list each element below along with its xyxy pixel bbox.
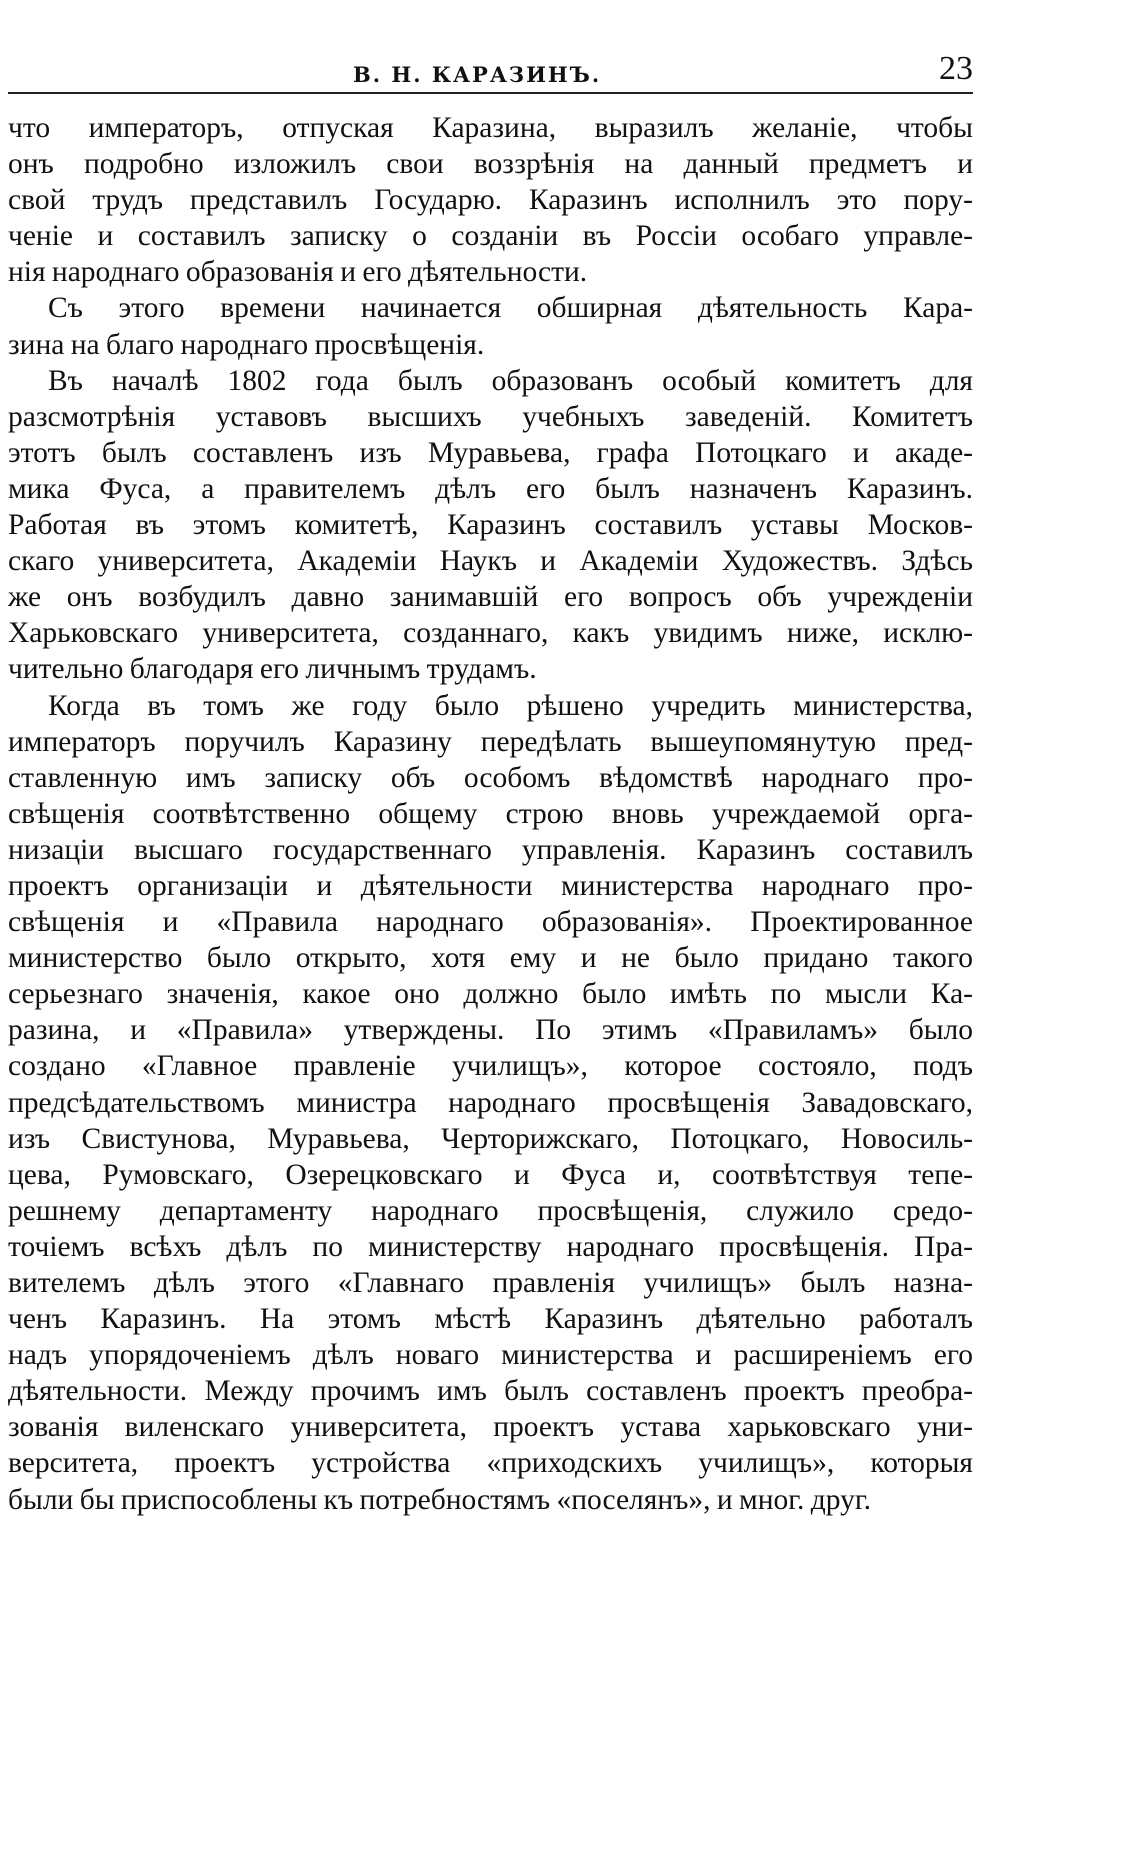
text-line: нія народнаго образованія и его дѣятельности. — [8, 256, 588, 289]
text-line: ченъ Каразинъ. На этомъ мѣстѣ Каразинъ дѣятельно работалъ — [8, 1303, 973, 1336]
running-header — [8, 48, 973, 94]
paragraph — [8, 363, 973, 688]
text-line: свѣщенія соотвѣтственно общему строю вновь учреждаемой орга- — [8, 797, 973, 830]
text-line: точіемъ всѣхъ дѣлъ по министерству народнаго просвѣщенія. Пра- — [8, 1230, 973, 1263]
paragraph — [8, 110, 973, 290]
text-line: надъ упорядоченіемъ дѣлъ новаго министерства и расширеніемъ его — [8, 1339, 973, 1372]
text-line: проектъ организаціи и дѣятельности министерства народнаго про- — [8, 869, 973, 902]
text-line: решнему департаменту народнаго просвѣщенія, служило средо- — [8, 1194, 973, 1227]
text-line: разсмотрѣнія уставовъ высшихъ учебныхъ заведеній. Комитетъ — [8, 400, 973, 433]
text-line: ставленную имъ записку объ особомъ вѣдомствѣ народнаго про- — [8, 761, 973, 794]
text-line: Харьковскаго университета, созданнаго, какъ увидимъ ниже, исклю- — [8, 617, 973, 650]
text-line: вителемъ дѣлъ этого «Главнаго правленія училищъ» былъ назна- — [8, 1267, 973, 1299]
running-title: В. Н. КАРАЗИНЪ. — [353, 62, 602, 87]
text-line: чительно благодаря его личнымъ трудамъ. — [8, 653, 537, 686]
text-line: дѣятельности. Между прочимъ имъ былъ составленъ проектъ преобра- — [8, 1375, 973, 1408]
text-line: свой трудъ представилъ Государю. Каразинъ исполнилъ это пору- — [8, 184, 973, 217]
text-line: зина на благо народнаго просвѣщенія. — [8, 328, 485, 361]
text-line: были бы приспособлены къ потребностямъ «поселянъ», и мног. друг. — [8, 1483, 872, 1516]
text-line: верситета, проектъ устройства «приходскихъ училищъ», которыя — [8, 1447, 973, 1480]
text-line: предсѣдательствомъ министра народнаго просвѣщенія Завадовскаго, — [8, 1086, 973, 1119]
text-line: что императоръ, отпуская Каразина, выразилъ желаніе, чтобы — [8, 112, 973, 144]
text-line: министерство было открыто, хотя ему и не было придано такого — [8, 942, 973, 975]
text-line: онъ подробно изложилъ свои воззрѣнія на данный предметъ и — [8, 148, 973, 181]
text-line: зованія виленскаго университета, проектъ устава харьковскаго уни- — [8, 1411, 973, 1444]
text-line: же онъ возбудилъ давно занимавшій его вопросъ объ учрежденіи — [8, 581, 973, 614]
text-line: Съ этого времени начинается обширная дѣятельность Кара- — [48, 292, 973, 325]
text-line: серьезнаго значенія, какое оно должно было имѣть по мысли Ка- — [8, 978, 973, 1011]
text-line: ченіе и составилъ записку о созданіи въ Россіи особаго управле- — [8, 220, 973, 253]
text-line: свѣщенія и «Правила народнаго образованія». Проектированное — [8, 906, 973, 939]
paragraph — [8, 688, 973, 1518]
text-line: этотъ былъ составленъ изъ Муравьева, графа Потоцкаго и акаде- — [8, 436, 973, 469]
text-line: Работая въ этомъ комитетѣ, Каразинъ составилъ уставы Москов- — [8, 509, 973, 542]
text-line: изъ Свистунова, Муравьева, Черторижскаго, Потоцкаго, Новосиль- — [8, 1122, 973, 1155]
text-line: Въ началѣ 1802 года былъ образованъ особый комитетъ для — [48, 364, 973, 397]
paragraph — [8, 290, 973, 362]
body-text — [8, 110, 973, 1518]
text-line: цева, Румовскаго, Озерецковскаго и Фуса и, соотвѣтствуя тепе- — [8, 1158, 973, 1191]
text-line: низаціи высшаго государственнаго управленія. Каразинъ составилъ — [8, 833, 973, 866]
text-line: создано «Главное правленіе училищъ», которое состояло, подъ — [8, 1050, 973, 1083]
text-line: Когда въ томъ же году было рѣшено учредить министерства, — [48, 689, 973, 722]
text-line: разина, и «Правила» утверждены. По этимъ «Правиламъ» было — [8, 1014, 973, 1047]
text-line: скаго университета, Академіи Наукъ и Академіи Художествъ. Здѣсь — [8, 545, 973, 578]
page-number: 23 — [939, 50, 973, 87]
text-line: мика Фуса, а правителемъ дѣлъ его былъ назначенъ Каразинъ. — [8, 472, 973, 505]
text-line: императоръ поручилъ Каразину передѣлать вышеупомянутую пред- — [8, 725, 973, 758]
